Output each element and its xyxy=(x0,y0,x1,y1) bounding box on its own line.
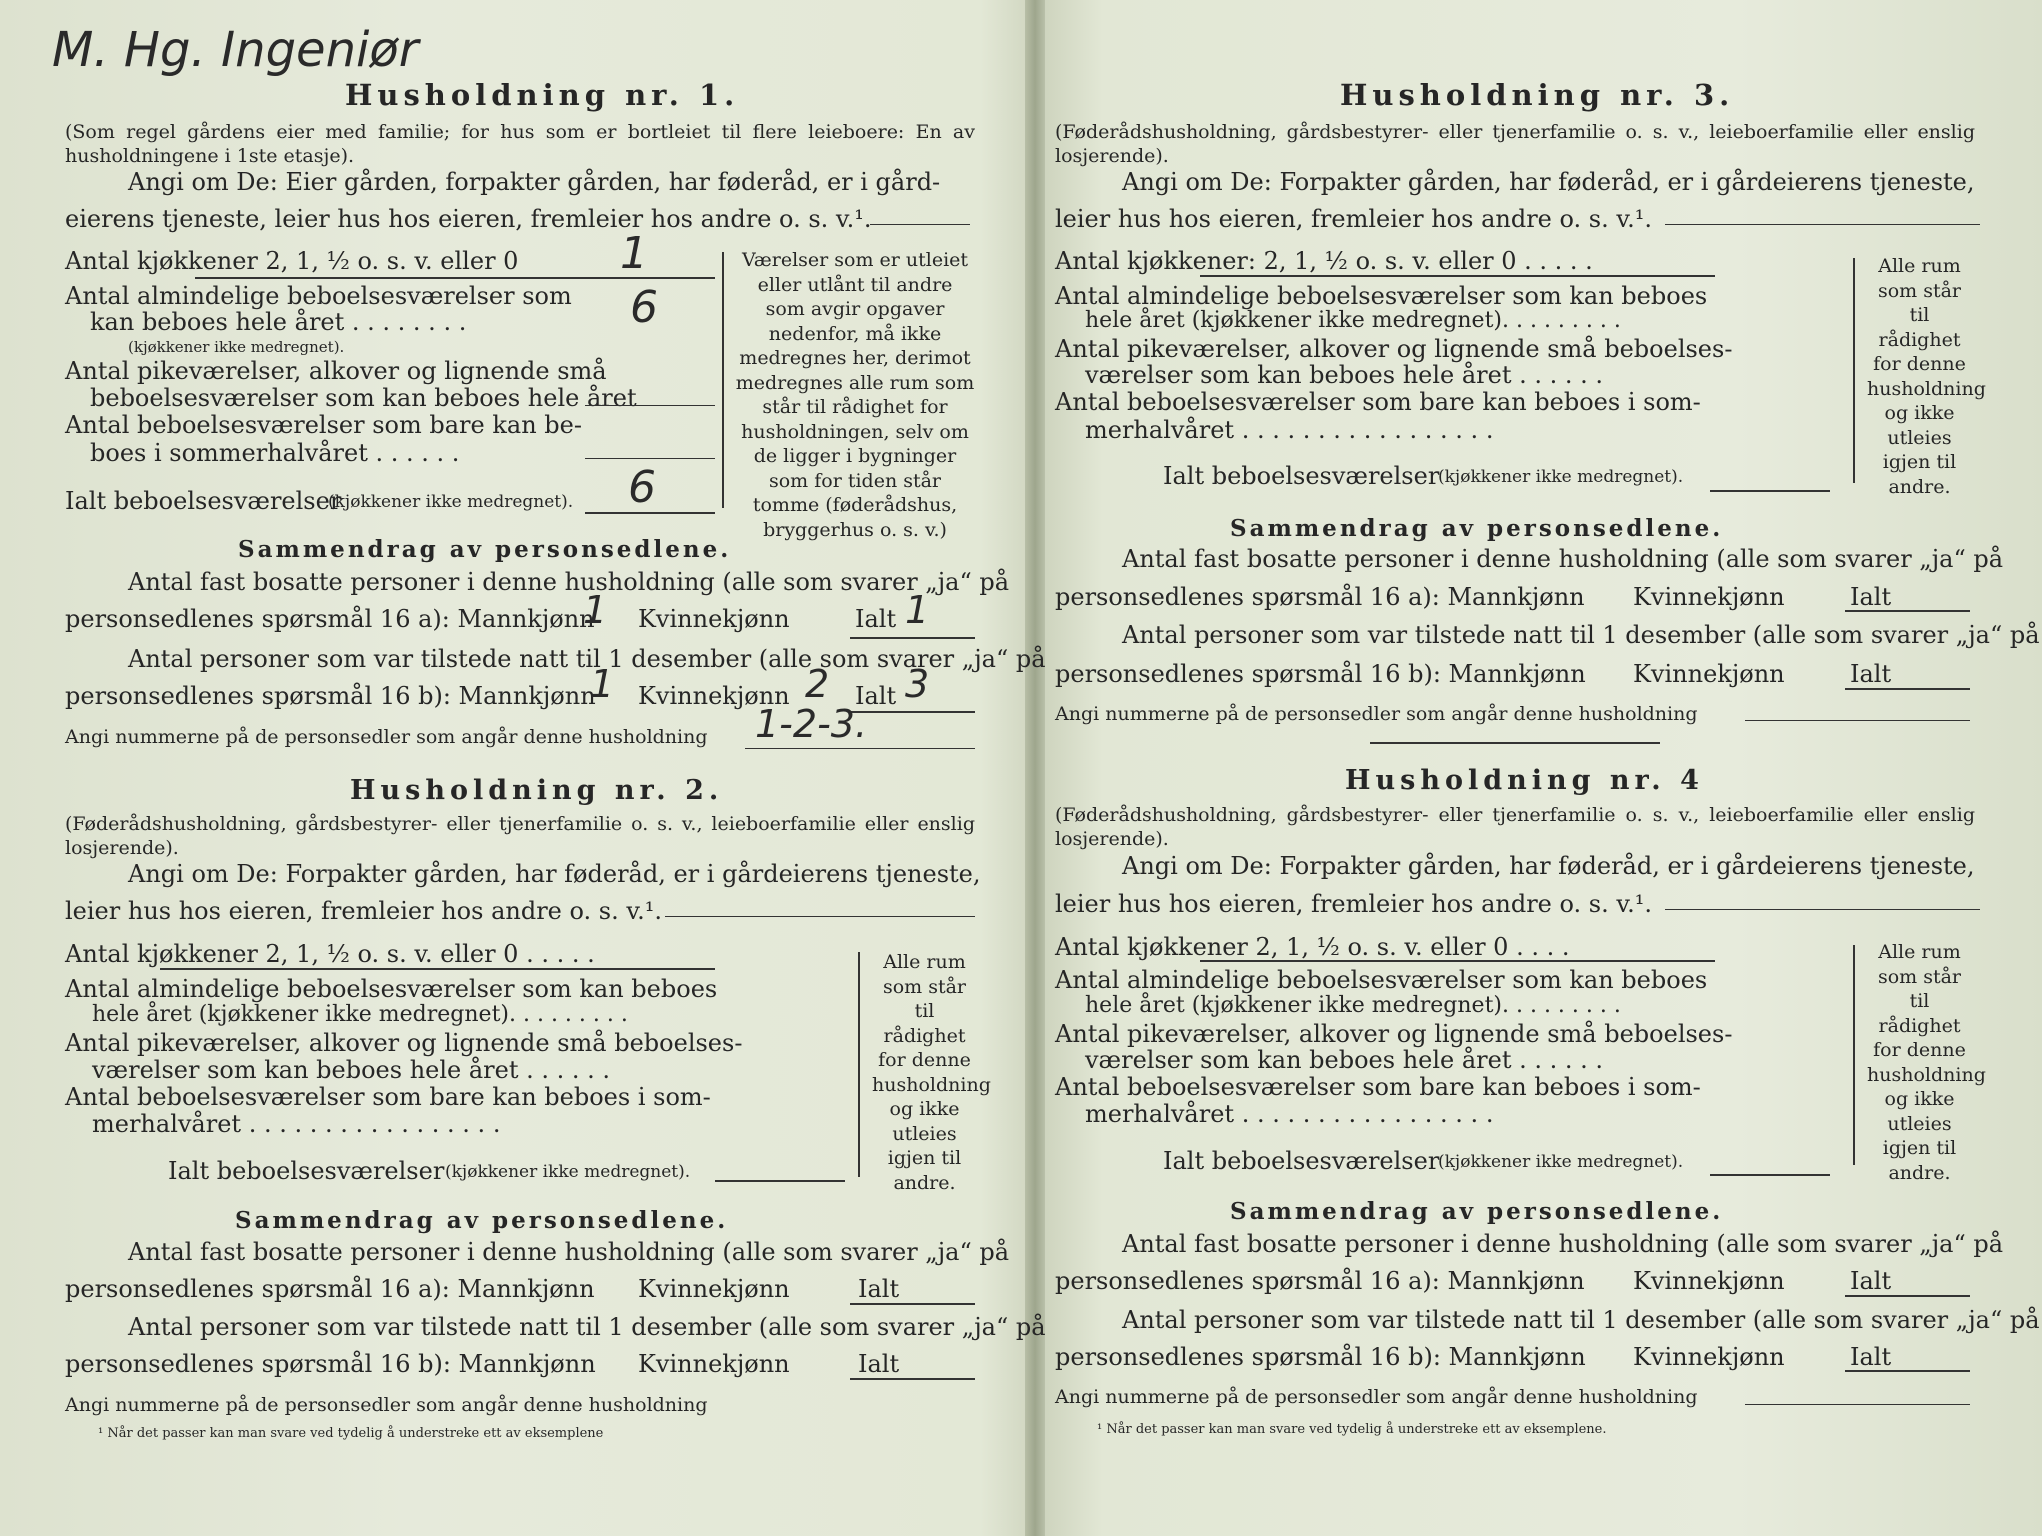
h1-summary-title: Sammendrag av personsedlene. xyxy=(238,536,732,563)
household-3-title: Husholdning nr. 3. xyxy=(1340,78,1735,112)
h1-summary-line1: Antal fast bosatte personer i denne husholdning (alle som svarer „ja“ på xyxy=(128,568,1010,596)
h1-summary-line3: Antal personer som var tilstede natt til 1 desember (alle som svarer „ja“ på xyxy=(128,645,1046,673)
household-2-note: (Føderådshusholdning, gårdsbestyrer- eller tjenerfamilie o. s. v., leieboerfamilie eller enslig losjerende). xyxy=(65,813,975,859)
h3-summary-line4: personsedlenes spørsmål 16 b): Mannkjønn xyxy=(1055,660,1586,688)
household-4-title: Husholdning nr. 4 xyxy=(1345,765,1704,796)
h4-summary-line1: Antal fast bosatte personer i denne husholdning (alle som svarer „ja“ på xyxy=(1122,1230,2004,1258)
answer-line xyxy=(1665,909,1980,910)
underline xyxy=(1845,610,1970,612)
h1-rooms-label-b: kan beboes hele året . . . . . . . . xyxy=(90,308,467,336)
underline xyxy=(1845,1295,1970,1297)
h3-summary-title: Sammendrag av personsedlene. xyxy=(1230,515,1724,542)
h3-kitchens-label: Antal kjøkkener: 2, 1, ½ o. s. v. eller 0 . . . . . xyxy=(1055,247,1593,275)
h1-present-total: 3 xyxy=(905,662,930,706)
h3-rooms-label-a: Antal almindelige beboelsesværelser som kan beboes xyxy=(1055,282,1708,310)
h4-maid-rooms-label-a: Antal pikeværelser, alkover og lignende små beboelses- xyxy=(1055,1020,1733,1048)
underline xyxy=(1845,1370,1970,1372)
household-2-title: Husholdning nr. 2. xyxy=(350,775,724,806)
h1-total-label-1: Ialt xyxy=(855,605,897,633)
h4-angi-line1: Angi om De: Forpakter gården, har føderåd, er i gårdeierens tjeneste, xyxy=(1122,852,1975,880)
h4-total-note: (kjøkkener ikke medregnet). xyxy=(1438,1152,1684,1172)
h4-female-label: Kvinnekjønn xyxy=(1633,1267,1785,1295)
h3-total-label-1: Ialt xyxy=(1850,583,1892,611)
h1-numbers-value: 1-2-3. xyxy=(755,702,868,746)
h1-total-value: 6 xyxy=(628,462,656,513)
h3-angi-line2: leier hus hos eieren, fremleier hos andre o. s. v.¹. xyxy=(1055,205,1652,233)
h2-maid-rooms-label-a: Antal pikeværelser, alkover og lignende små beboelses- xyxy=(65,1029,743,1057)
right-page xyxy=(1045,0,2042,1536)
h4-summer-rooms-label-a: Antal beboelsesværelser som bare kan beboes i som- xyxy=(1055,1073,1701,1101)
h4-total-label: Ialt beboelsesværelser xyxy=(1163,1147,1440,1175)
h1-resident-total: 1 xyxy=(905,588,930,632)
h2-summary-title: Sammendrag av personsedlene. xyxy=(235,1207,729,1234)
h3-summer-rooms-label-b: merhalvåret . . . . . . . . . . . . . . . . . xyxy=(1085,416,1494,444)
h4-total-label-1: Ialt xyxy=(1850,1267,1892,1295)
h1-rooms-value: 6 xyxy=(630,282,658,333)
h1-female-label-2: Kvinnekjønn xyxy=(638,682,790,710)
h1-total-note: (kjøkkener ikke medregnet). xyxy=(328,492,574,512)
h3-summer-rooms-label-a: Antal beboelsesværelser som bare kan beboes i som- xyxy=(1055,388,1701,416)
h4-maid-rooms-label-b: værelser som kan beboes hele året . . . . . . xyxy=(1085,1046,1604,1074)
h3-maid-rooms-label-a: Antal pikeværelser, alkover og lignende små beboelses- xyxy=(1055,335,1733,363)
h2-total-note: (kjøkkener ikke medregnet). xyxy=(445,1162,691,1182)
h4-kitchens-label: Antal kjøkkener 2, 1, ½ o. s. v. eller 0 . . . . xyxy=(1055,933,1570,961)
h3-angi-line1: Angi om De: Forpakter gården, har føderåd, er i gårdeierens tjeneste, xyxy=(1122,168,1975,196)
h2-rooms-label-a: Antal almindelige beboelsesværelser som kan beboes xyxy=(65,975,718,1003)
h1-total-label: Ialt beboelsesværelser xyxy=(65,487,342,515)
h3-summary-line3: Antal personer som var tilstede natt til 1 desember (alle som svarer „ja“ på xyxy=(1122,621,2040,649)
h1-summer-rooms-label-a: Antal beboelsesværelser som bare kan be- xyxy=(65,411,582,439)
underline xyxy=(1200,275,1715,277)
h4-rooms-label-a: Antal almindelige beboelsesværelser som kan beboes xyxy=(1055,966,1708,994)
h2-angi-line1: Angi om De: Forpakter gården, har føderåd, er i gårdeierens tjeneste, xyxy=(128,860,981,888)
page-fold xyxy=(1025,0,1045,1536)
h1-resident-male: 1 xyxy=(583,588,608,632)
underline xyxy=(160,968,715,970)
h1-present-female: 2 xyxy=(805,662,830,706)
h3-total-note: (kjøkkener ikke medregnet). xyxy=(1438,467,1684,487)
h2-summer-rooms-label-a: Antal beboelsesværelser som bare kan beboes i som- xyxy=(65,1083,711,1111)
h2-maid-rooms-label-b: værelser som kan beboes hele året . . . . . . xyxy=(92,1056,611,1084)
h1-rooms-label-a: Antal almindelige beboelsesværelser som xyxy=(65,282,572,310)
h1-numbers-label: Angi nummerne på de personsedler som angår denne husholdning xyxy=(65,726,708,748)
h2-summary-line3: Antal personer som var tilstede natt til 1 desember (alle som svarer „ja“ på xyxy=(128,1313,1046,1341)
h4-female-label-2: Kvinnekjønn xyxy=(1633,1343,1785,1371)
h2-female-label: Kvinnekjønn xyxy=(638,1275,790,1303)
h1-maid-rooms-label-b: beboelsesværelser som kan beboes hele året xyxy=(90,384,637,412)
h3-numbers-label: Angi nummerne på de personsedler som angår denne husholdning xyxy=(1055,703,1698,725)
h2-female-label-2: Kvinnekjønn xyxy=(638,1350,790,1378)
h2-summary-line1: Antal fast bosatte personer i denne husholdning (alle som svarer „ja“ på xyxy=(128,1238,1010,1266)
h1-kitchens-label: Antal kjøkkener 2, 1, ½ o. s. v. eller 0 xyxy=(65,247,519,275)
h1-summer-rooms-label-b: boes i sommerhalvåret . . . . . . xyxy=(90,439,460,467)
h3-rooms-label-b: hele året (kjøkkener ikke medregnet). . . . . . . . . xyxy=(1085,308,1621,333)
household-1-title: Husholdning nr. 1. xyxy=(345,78,740,112)
h2-numbers-label: Angi nummerne på de personsedler som angår denne husholdning xyxy=(65,1394,708,1416)
underline xyxy=(850,1303,975,1305)
household-1-note: (Som regel gårdens eier med familie; for hus som er bortleiet til flere leieboere: En av husholdningene i 1ste etasje). xyxy=(65,121,975,167)
underline xyxy=(1845,688,1970,690)
household-1-angi-line2: eierens tjeneste, leier hus hos eieren, fremleier hos andre o. s. v.¹. xyxy=(65,205,872,233)
h1-kitchens-value: 1 xyxy=(620,228,648,279)
h2-summer-rooms-label-b: merhalvåret . . . . . . . . . . . . . . . . . xyxy=(92,1110,501,1138)
household-1-angi-line1: Angi om De: Eier gården, forpakter gården, har føderåd, er i gård- xyxy=(128,168,941,196)
section-divider xyxy=(1370,742,1660,744)
h4-summary-line2: personsedlenes spørsmål 16 a): Mannkjønn xyxy=(1055,1267,1585,1295)
answer-line xyxy=(1665,224,1980,225)
h2-summary-line2: personsedlenes spørsmål 16 a): Mannkjønn xyxy=(65,1275,595,1303)
underline xyxy=(850,711,975,713)
h2-total-label: Ialt beboelsesværelser xyxy=(168,1157,445,1185)
left-footnote: ¹ Når det passer kan man svare ved tydelig å understreke ett av eksemplene xyxy=(98,1426,604,1441)
h2-angi-line2: leier hus hos eieren, fremleier hos andre o. s. v.¹. xyxy=(65,897,662,925)
brace-line xyxy=(1853,258,1855,483)
answer-line xyxy=(745,748,975,749)
h4-angi-line2: leier hus hos eieren, fremleier hos andre o. s. v.¹. xyxy=(1055,890,1652,918)
h1-present-male: 1 xyxy=(590,662,615,706)
h2-summary-line4: personsedlenes spørsmål 16 b): Mannkjønn xyxy=(65,1350,596,1378)
underline xyxy=(850,637,975,639)
answer-line xyxy=(585,458,715,459)
underline xyxy=(1710,1174,1830,1176)
h4-rooms-label-b: hele året (kjøkkener ikke medregnet). . . . . . . . . xyxy=(1085,993,1621,1018)
h3-maid-rooms-label-b: værelser som kan beboes hele året . . . . . . xyxy=(1085,361,1604,389)
answer-line xyxy=(585,405,715,406)
answer-line xyxy=(1745,1404,1970,1405)
answer-line xyxy=(1745,720,1970,721)
h1-total-label-2: Ialt xyxy=(855,682,897,710)
answer-line xyxy=(870,224,970,225)
underline xyxy=(585,512,715,514)
h3-total-label: Ialt beboelsesværelser xyxy=(1163,462,1440,490)
underline xyxy=(715,1180,845,1182)
h4-summer-rooms-label-b: merhalvåret . . . . . . . . . . . . . . . . . xyxy=(1085,1100,1494,1128)
household-3-note: (Føderådshusholdning, gårdsbestyrer- eller tjenerfamilie o. s. v., leieboerfamilie eller enslig losjerende). xyxy=(1055,121,1975,167)
brace-line xyxy=(858,952,860,1177)
h3-female-label-2: Kvinnekjønn xyxy=(1633,660,1785,688)
h1-summary-line4: personsedlenes spørsmål 16 b): Mannkjønn xyxy=(65,682,596,710)
h4-summary-line3: Antal personer som var tilstede natt til 1 desember (alle som svarer „ja“ på xyxy=(1122,1306,2040,1334)
brace-line xyxy=(1853,945,1855,1165)
brace-line xyxy=(722,252,724,508)
answer-line xyxy=(665,916,975,917)
h2-total-label-2: Ialt xyxy=(858,1350,900,1378)
h4-summary-line4: personsedlenes spørsmål 16 b): Mannkjønn xyxy=(1055,1343,1586,1371)
h4-numbers-label: Angi nummerne på de personsedler som angår denne husholdning xyxy=(1055,1386,1698,1408)
h1-female-label: Kvinnekjønn xyxy=(638,605,790,633)
h3-side-note: Alle rum som står til rådighet for denne husholdning og ikke utleies igjen til andre. xyxy=(1867,255,1986,498)
h3-summary-line2: personsedlenes spørsmål 16 a): Mannkjønn xyxy=(1055,583,1585,611)
h2-total-label-1: Ialt xyxy=(858,1275,900,1303)
underline xyxy=(850,1378,975,1380)
h3-female-label: Kvinnekjønn xyxy=(1633,583,1785,611)
h2-side-note: Alle rum som står til rådighet for denne husholdning og ikke utleies igjen til andre. xyxy=(872,951,991,1194)
underline xyxy=(1200,960,1715,962)
h1-summary-line2: personsedlenes spørsmål 16 a): Mannkjønn xyxy=(65,605,595,633)
h3-summary-line1: Antal fast bosatte personer i denne husholdning (alle som svarer „ja“ på xyxy=(1122,545,2004,573)
h1-rooms-label-c: (kjøkkener ikke medregnet). xyxy=(128,338,345,356)
h3-total-label-2: Ialt xyxy=(1850,660,1892,688)
household-4-note: (Føderådshusholdning, gårdsbestyrer- eller tjenerfamilie o. s. v., leieboerfamilie eller enslig losjerende). xyxy=(1055,804,1975,850)
underline xyxy=(1710,490,1830,492)
h4-summary-title: Sammendrag av personsedlene. xyxy=(1230,1198,1724,1225)
handwritten-annotation: M. Hg. Ingeniør xyxy=(52,22,419,78)
h1-side-note: Værelser som er utleiet eller utlånt til andre som avgir opgaver nedenfor, må ikke medregnes her, derimot medregnes alle rum som står til rådighet for husholdningen, selv om de ligger i bygninger som for tiden står tomme (føderådshus, bryggerhus o. s. v.) xyxy=(735,249,975,541)
h2-rooms-label-b: hele året (kjøkkener ikke medregnet). . . . . . . . . xyxy=(92,1002,628,1027)
h4-total-label-2: Ialt xyxy=(1850,1343,1892,1371)
right-footnote: ¹ Når det passer kan man svare ved tydelig å understreke ett av eksemplene. xyxy=(1097,1422,1607,1437)
h1-maid-rooms-label-a: Antal pikeværelser, alkover og lignende små xyxy=(65,357,607,385)
h4-side-note: Alle rum som står til rådighet for denne husholdning og ikke utleies igjen til andre. xyxy=(1867,941,1986,1184)
h2-kitchens-label: Antal kjøkkener 2, 1, ½ o. s. v. eller 0 . . . . . xyxy=(65,940,595,968)
underline xyxy=(195,277,715,279)
